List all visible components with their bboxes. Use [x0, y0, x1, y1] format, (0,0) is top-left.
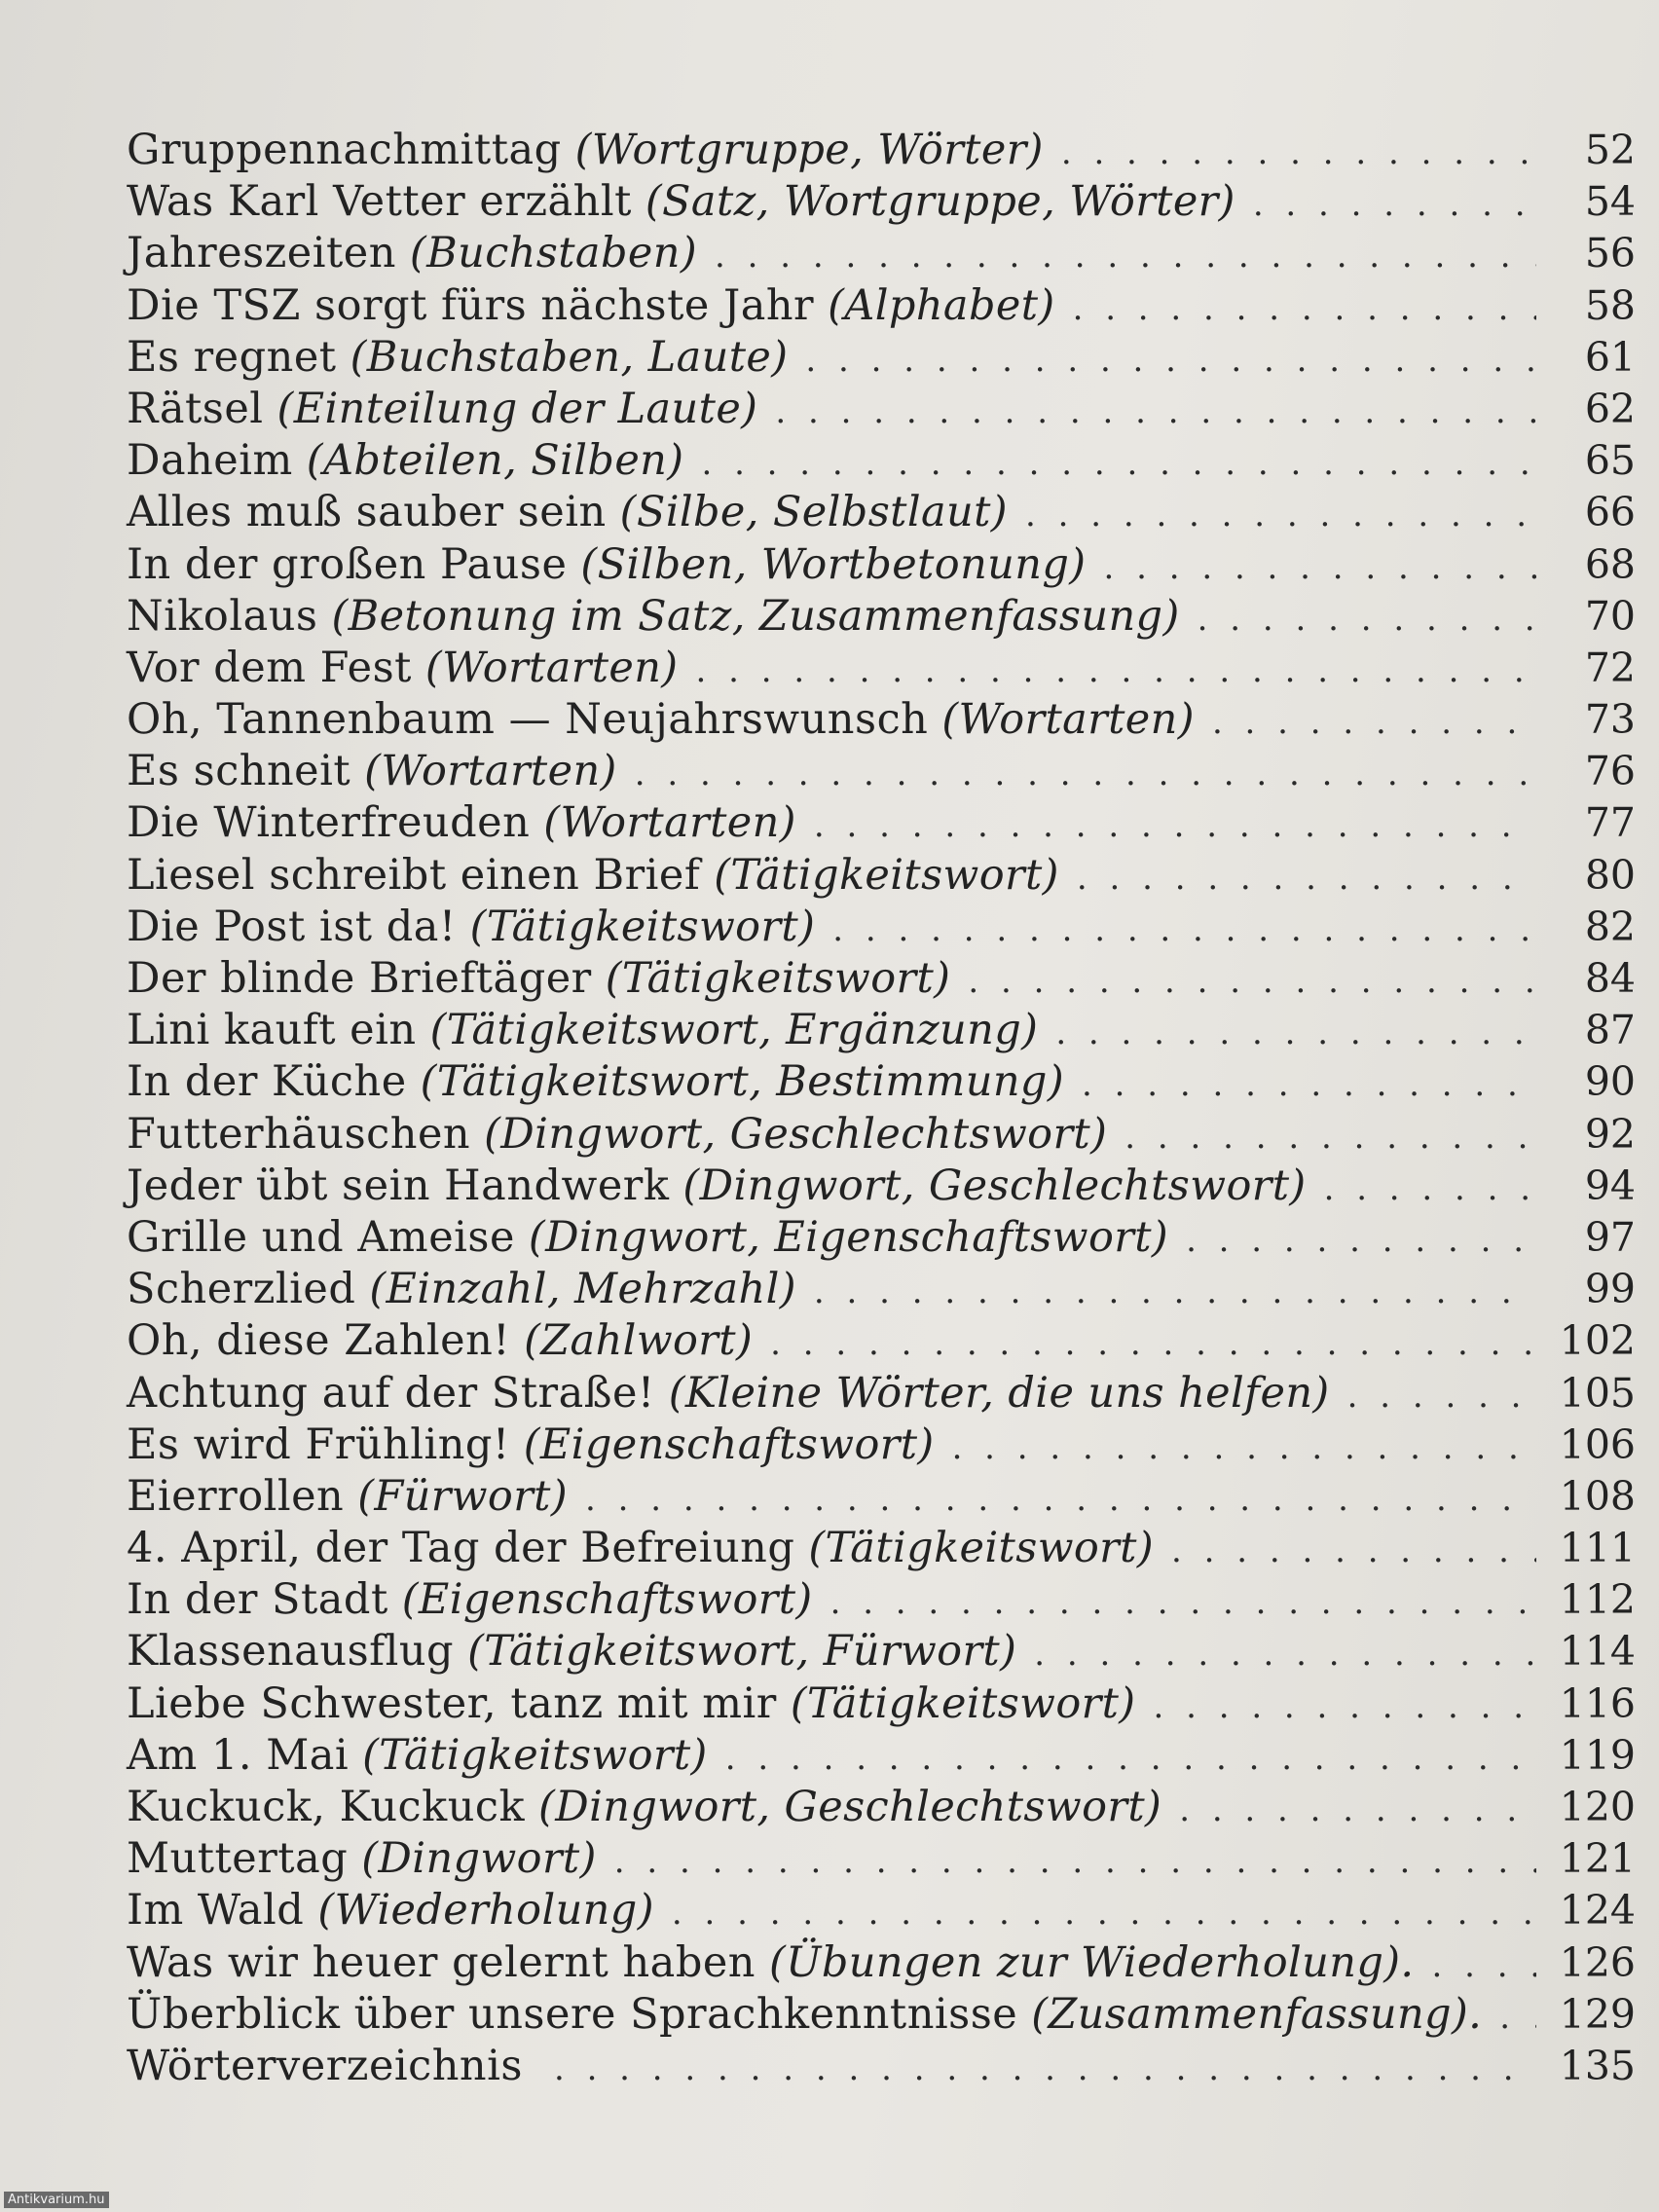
toc-entry-title: Es schneit [127, 747, 351, 796]
toc-entry [127, 280, 1636, 332]
toc-entry-page-number: 56 [1584, 230, 1636, 277]
toc-entry-note: (Wortarten) [364, 747, 617, 796]
toc-entry-title: Eierrollen [127, 1471, 345, 1521]
toc-entry-leader [1171, 1526, 1536, 1577]
toc-entry-title: Nikolaus [127, 591, 318, 641]
toc-entry-title: 4. April, der Tag der Befreiung [127, 1524, 795, 1573]
toc-entry-leader [554, 2044, 1536, 2095]
toc-entry [127, 1833, 1636, 1885]
toc-entry-note: (Tätigkeitswort, Fürwort) [467, 1627, 1017, 1677]
toc-entry [127, 228, 1636, 279]
toc-entry-leader [585, 1474, 1536, 1526]
toc-entry [127, 1109, 1636, 1161]
toc-entry-leader [968, 956, 1536, 1008]
toc-entry-note: (Tätigkeitswort) [605, 954, 951, 1003]
toc-entry-leader [1055, 1008, 1536, 1059]
toc-entry-leader [1347, 1371, 1536, 1422]
toc-entry-leader [1082, 1059, 1536, 1111]
toc-entry-page-number: 66 [1584, 489, 1636, 536]
toc-entry-title: Jeder übt sein Handwerk [127, 1161, 670, 1210]
toc-entry-note: (Betonung im Satz, Zusammenfassung) [331, 591, 1180, 641]
toc-entry [127, 850, 1636, 902]
toc-entry-note: (Tätigkeitswort) [714, 850, 1059, 900]
toc-entry [127, 1523, 1636, 1574]
toc-entry-note: (Buchstaben, Laute) [350, 332, 789, 382]
toc-entry-leader [1103, 542, 1536, 594]
toc-entry-leader [1073, 283, 1536, 335]
toc-entry-note: (Einteilung der Laute) [276, 384, 758, 433]
toc-entry-page-number: 106 [1559, 1420, 1636, 1468]
toc-entry-note: (Einzahl, Mehrzahl) [369, 1265, 796, 1314]
toc-entry-page-number: 129 [1559, 1990, 1636, 2038]
toc-entry-page-number: 94 [1584, 1161, 1636, 1209]
toc-entry-title: Die Post ist da! [127, 902, 457, 951]
toc-entry [127, 1730, 1636, 1782]
toc-entry-leader [1061, 128, 1536, 179]
toc-entry-note: (Fürwort) [357, 1471, 568, 1521]
toc-entry-title: Jahreszeiten [127, 229, 396, 278]
toc-entry [127, 2041, 1636, 2092]
toc-entry-page-number: 58 [1584, 281, 1636, 329]
toc-entry-note: (Tätigkeitswort) [808, 1524, 1154, 1573]
toc-entry-leader [1499, 1992, 1536, 2044]
toc-entry [127, 1161, 1636, 1212]
toc-entry [127, 1678, 1636, 1730]
toc-entry [127, 1264, 1636, 1315]
toc-entry-page-number: 97 [1584, 1213, 1636, 1261]
toc-entry [127, 694, 1636, 746]
toc-entry-leader [1077, 853, 1536, 904]
toc-entry-title: Grille und Ameise [127, 1212, 515, 1262]
toc-entry-leader [1198, 594, 1536, 645]
toc-entry-leader [1034, 1629, 1536, 1680]
toc-entry-note: (Tätigkeitswort) [790, 1678, 1136, 1728]
toc-entry [127, 539, 1636, 591]
toc-entry [127, 1471, 1636, 1523]
toc-entry [127, 1056, 1636, 1108]
toc-entry-page-number: 70 [1584, 592, 1636, 640]
toc-entry-title: Daheim [127, 436, 293, 486]
toc-entry [127, 176, 1636, 228]
toc-entry-title: Gruppennachmittag [127, 126, 562, 174]
toc-entry-leader [1179, 1785, 1536, 1836]
toc-entry-page-number: 80 [1584, 851, 1636, 899]
toc-entry-title: Die TSZ sorgt fürs nächste Jahr [127, 280, 815, 330]
toc-entry [127, 643, 1636, 694]
toc-entry [127, 1419, 1636, 1471]
toc-entry [127, 1574, 1636, 1626]
toc-entry-note: (Eigenschaftswort) [523, 1419, 935, 1469]
toc-entry-page-number: 99 [1584, 1266, 1636, 1313]
toc-entry-title: Alles muß sauber sein [127, 488, 607, 537]
toc-entry-note: (Alphabet) [828, 280, 1055, 330]
toc-entry-leader [832, 904, 1536, 956]
toc-entry-page-number: 119 [1559, 1731, 1636, 1779]
toc-entry-title: In der Stadt [127, 1575, 388, 1625]
toc-entry-leader [1324, 1163, 1536, 1215]
toc-entry-note: (Buchstaben) [409, 229, 697, 278]
toc-entry-note: (Satz, Wortgruppe, Wörter) [645, 177, 1235, 227]
toc-entry [127, 797, 1636, 849]
toc-entry-title: Der blinde Brieftäger [127, 954, 592, 1003]
toc-entry-title: Klassenausflug [127, 1627, 455, 1677]
toc-entry [127, 332, 1636, 384]
toc-entry-page-number: 61 [1584, 333, 1636, 381]
toc-entry-note: (Tätigkeitswort) [469, 902, 816, 951]
toc-entry-leader [1025, 490, 1536, 541]
toc-entry [127, 1315, 1636, 1367]
toc-entry-leader [814, 800, 1536, 852]
toc-entry-page-number: 65 [1584, 437, 1636, 485]
toc-entry-page-number: 108 [1559, 1472, 1636, 1520]
toc-entry-page-number: 120 [1559, 1784, 1636, 1830]
toc-entry-title: Vor dem Fest [127, 643, 412, 692]
toc-entry-title: Wörterverzeichnis [127, 2041, 523, 2090]
toc-entry-title: Kuckuck, Kuckuck [127, 1783, 526, 1831]
toc-entry [127, 902, 1636, 953]
toc-entry-page-number: 73 [1584, 696, 1636, 744]
toc-entry-note: (Übungen zur Wiederholung). [769, 1937, 1415, 1987]
toc-entry-note: (Dingwort, Geschlechtswort) [484, 1109, 1108, 1159]
toc-entry-note: (Zusammenfassung). [1031, 1989, 1483, 2039]
toc-entry-note: (Wiederholung) [317, 1886, 654, 1936]
toc-entry-page-number: 62 [1584, 385, 1636, 432]
toc-entry-note: (Kleine Wörter, die uns helfen) [668, 1368, 1330, 1418]
toc-entry-page-number: 135 [1559, 2042, 1636, 2089]
toc-entry-title: Oh, diese Zahlen! [127, 1316, 511, 1366]
toc-entry-title: Es wird Frühling! [127, 1419, 510, 1469]
toc-entry [127, 487, 1636, 538]
toc-entry [127, 1212, 1636, 1264]
toc-entry-leader [696, 645, 1537, 697]
toc-entry-leader [725, 1733, 1536, 1785]
watermark: Antikvarium.hu [4, 2192, 109, 2208]
toc-entry [127, 591, 1636, 643]
toc-entry-page-number: 121 [1559, 1835, 1636, 1883]
toc-entry-title: Lini kauft ein [127, 1006, 417, 1055]
toc-entry-leader [830, 1577, 1536, 1629]
toc-entry-note: (Zahlwort) [524, 1316, 754, 1366]
toc-entry-note: (Eigenschaftswort) [401, 1575, 813, 1625]
toc-entry [127, 1782, 1636, 1833]
toc-entry-page-number: 77 [1584, 799, 1636, 847]
toc-entry-leader [614, 1836, 1536, 1888]
toc-entry-title: Am 1. Mai [127, 1730, 350, 1780]
toc-entry-leader [1153, 1681, 1536, 1733]
toc-entry-title: Muttertag [127, 1834, 349, 1884]
toc-entry-title: Was Karl Vetter erzählt [127, 177, 632, 227]
toc-entry-leader [770, 1318, 1536, 1370]
toc-entry-page-number: 72 [1584, 644, 1636, 691]
toc-entry-page-number: 102 [1559, 1317, 1636, 1365]
toc-entry-leader [701, 438, 1536, 490]
toc-entry-title: In der Küche [127, 1057, 407, 1107]
toc-entry [127, 1626, 1636, 1677]
toc-entry-note: (Abteilen, Silben) [306, 436, 684, 486]
toc-entry-page-number: 90 [1584, 1058, 1636, 1106]
toc-entry-page-number: 82 [1584, 903, 1636, 950]
toc-entry-leader [805, 335, 1536, 387]
toc-entry [127, 1937, 1636, 1989]
toc-entry-note: (Tätigkeitswort) [362, 1730, 708, 1780]
toc-entry-note: (Dingwort, Eigenschaftswort) [528, 1212, 1169, 1262]
toc-entry-leader [952, 1422, 1536, 1474]
toc-entry-title: Was wir heuer gelernt haben [127, 1937, 756, 1987]
toc-entry-page-number: 114 [1559, 1628, 1636, 1676]
toc-entry-leader [1186, 1215, 1536, 1267]
toc-entry-page-number: 105 [1559, 1369, 1636, 1417]
toc-entry-page-number: 84 [1584, 955, 1636, 1002]
toc-entry-note: (Wortarten) [941, 695, 1195, 745]
toc-entry-leader [1124, 1112, 1536, 1163]
toc-entry-title: Rätsel [127, 384, 264, 433]
toc-entry-leader [672, 1888, 1536, 1939]
toc-entry-leader [715, 231, 1536, 282]
toc-entry-note: (Tätigkeitswort, Ergänzung) [429, 1006, 1039, 1055]
toc-entry-note: (Dingwort, Geschlechtswort) [538, 1783, 1162, 1831]
toc-entry [127, 435, 1636, 487]
toc-entry-note: (Dingwort) [361, 1834, 597, 1884]
toc-entry-leader [1432, 1940, 1537, 1992]
toc-entry-leader [1212, 697, 1536, 749]
toc-entry-note: (Wortarten) [543, 798, 796, 848]
toc-entry-title: Im Wald [127, 1886, 305, 1936]
toc-entry-title: Die Winterfreuden [127, 798, 531, 848]
toc-entry-title: Scherzlied [127, 1265, 356, 1314]
toc-entry-page-number: 92 [1584, 1110, 1636, 1158]
toc-entry-page-number: 126 [1559, 1938, 1636, 1986]
toc-entry-leader [635, 749, 1536, 800]
toc-entry [127, 1005, 1636, 1056]
toc-entry-page-number: 68 [1584, 540, 1636, 588]
toc-entry-note: (Silben, Wortbetonung) [580, 539, 1087, 589]
toc-entry [127, 1885, 1636, 1936]
toc-entry [127, 746, 1636, 797]
toc-entry-leader [814, 1267, 1536, 1318]
toc-entry [127, 384, 1636, 435]
toc-entry-page-number: 116 [1559, 1679, 1636, 1727]
toc-entry-page-number: 76 [1584, 748, 1636, 795]
toc-entry-title: Liesel schreibt einen Brief [127, 850, 701, 900]
toc-entry-title: Futterhäuschen [127, 1109, 471, 1159]
toc-entry-note: (Dingwort, Geschlechtswort) [682, 1161, 1307, 1210]
toc-entry-note: (Wortarten) [424, 643, 679, 692]
toc-entry-title: Überblick über unsere Sprachkenntnisse [127, 1989, 1018, 2039]
toc-entry-note: (Wortgruppe, Wörter) [574, 126, 1044, 174]
toc-entry-title: Achtung auf der Straße! [127, 1368, 655, 1418]
toc-entry-title: Es regnet [127, 332, 337, 382]
toc-entry-title: Oh, Tannenbaum — Neujahrswunsch [127, 695, 929, 745]
toc-entry-page-number: 52 [1584, 127, 1636, 173]
toc-entry-page-number: 112 [1559, 1576, 1636, 1624]
toc-entry-title: Liebe Schwester, tanz mit mir [127, 1678, 777, 1728]
toc-entry [127, 1989, 1636, 2041]
toc-entry-page-number: 54 [1584, 178, 1636, 226]
toc-entry [127, 1368, 1636, 1419]
toc-entry-leader [775, 387, 1536, 438]
toc-entry-leader [1253, 179, 1536, 231]
toc-entry-page-number: 111 [1559, 1525, 1636, 1572]
toc-entry [127, 125, 1636, 176]
table-of-contents [127, 125, 1636, 2092]
toc-entry-note: (Tätigkeitswort, Bestimmung) [420, 1057, 1065, 1107]
toc-entry-note: (Silbe, Selbstlaut) [619, 488, 1008, 537]
toc-entry-page-number: 87 [1584, 1007, 1636, 1054]
toc-entry [127, 953, 1636, 1005]
toc-entry-title: In der großen Pause [127, 539, 568, 589]
toc-entry-page-number: 124 [1559, 1887, 1636, 1935]
